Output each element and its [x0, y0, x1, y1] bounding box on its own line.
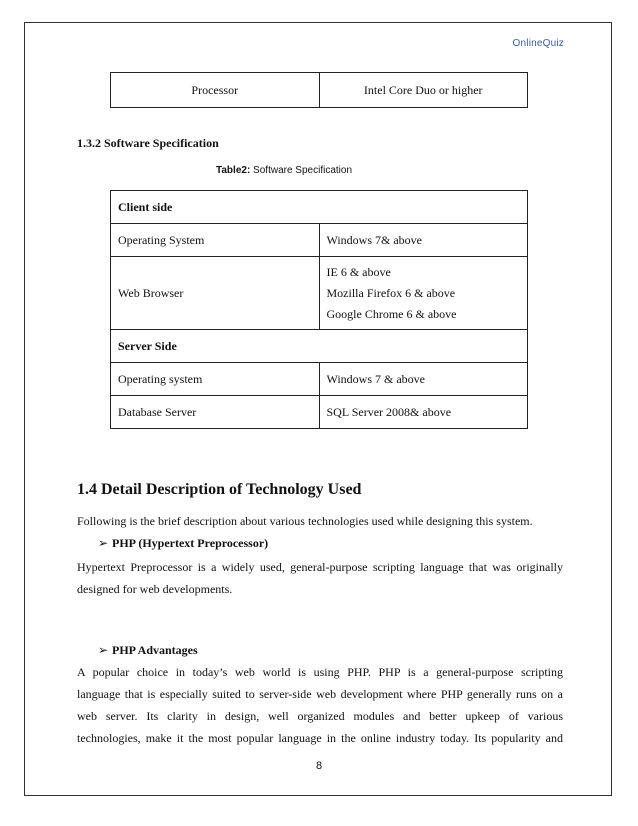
page-number: 8 [315, 760, 323, 772]
table-row [111, 363, 528, 396]
table-row [111, 73, 528, 108]
hardware-table [110, 72, 528, 108]
browser-label: Web Browser [111, 257, 320, 330]
table-row [111, 396, 528, 429]
table-row [111, 224, 528, 257]
os-label: Operating System [111, 224, 320, 257]
paragraph-line: technologies, make it the most popular language in the online industry today. Its popularity and [77, 731, 563, 745]
db-label: Database Server [111, 396, 320, 429]
table-row [111, 191, 528, 224]
table-row [111, 330, 528, 363]
php-heading: PHP (Hypertext Preprocessor) [112, 536, 269, 550]
paragraph-line: web server. Its clarity in design, well organized modules and better upkeep of various [77, 709, 563, 723]
server-os-label: Operating system [111, 363, 320, 396]
processor-label: Processor [111, 73, 320, 108]
server-side-header: Server Side [111, 330, 528, 363]
paragraph-line: A popular choice in today’s web world is using PHP. PHP is a general-purpose scripting [77, 665, 563, 679]
section-heading-software-spec: 1.3.2 Software Specification [77, 136, 219, 150]
browser-value: Google Chrome 6 & above [326, 306, 457, 321]
paragraph-line: designed for web developments. [77, 582, 233, 596]
browser-value: Mozilla Firefox 6 & above [326, 285, 456, 300]
intro-paragraph: Following is the brief description about various technologies used while designing this system. [77, 514, 533, 528]
header-brand: OnlineQuiz [512, 38, 564, 49]
table-row [111, 257, 528, 330]
section-heading-technology: 1.4 Detail Description of Technology Used [77, 481, 362, 498]
paragraph-line: language that is especially suited to server-side web development where PHP generally runs on a [77, 687, 563, 701]
db-value: SQL Server 2008& above [319, 396, 528, 429]
software-table [110, 190, 528, 429]
browser-values [319, 257, 528, 330]
client-side-header: Client side [111, 191, 528, 224]
os-value: Windows 7& above [319, 224, 528, 257]
server-os-value: Windows 7 & above [319, 363, 528, 396]
browser-value: IE 6 & above [326, 264, 391, 279]
paragraph-line: Hypertext Preprocessor is a widely used, general-purpose scripting language that was originally [77, 560, 563, 574]
bullet-php-advantages [98, 643, 198, 658]
adv-heading: PHP Advantages [112, 643, 198, 657]
caption-text: Software Specification [250, 165, 352, 176]
advantages-paragraph [77, 661, 563, 749]
arrow-bullet-icon: ➢ [98, 643, 109, 657]
caption-label: Table2: [216, 165, 251, 176]
table-caption [216, 165, 352, 176]
bullet-php [98, 536, 268, 551]
php-paragraph [77, 556, 563, 600]
arrow-bullet-icon: ➢ [98, 536, 109, 550]
processor-value: Intel Core Duo or higher [319, 73, 528, 108]
